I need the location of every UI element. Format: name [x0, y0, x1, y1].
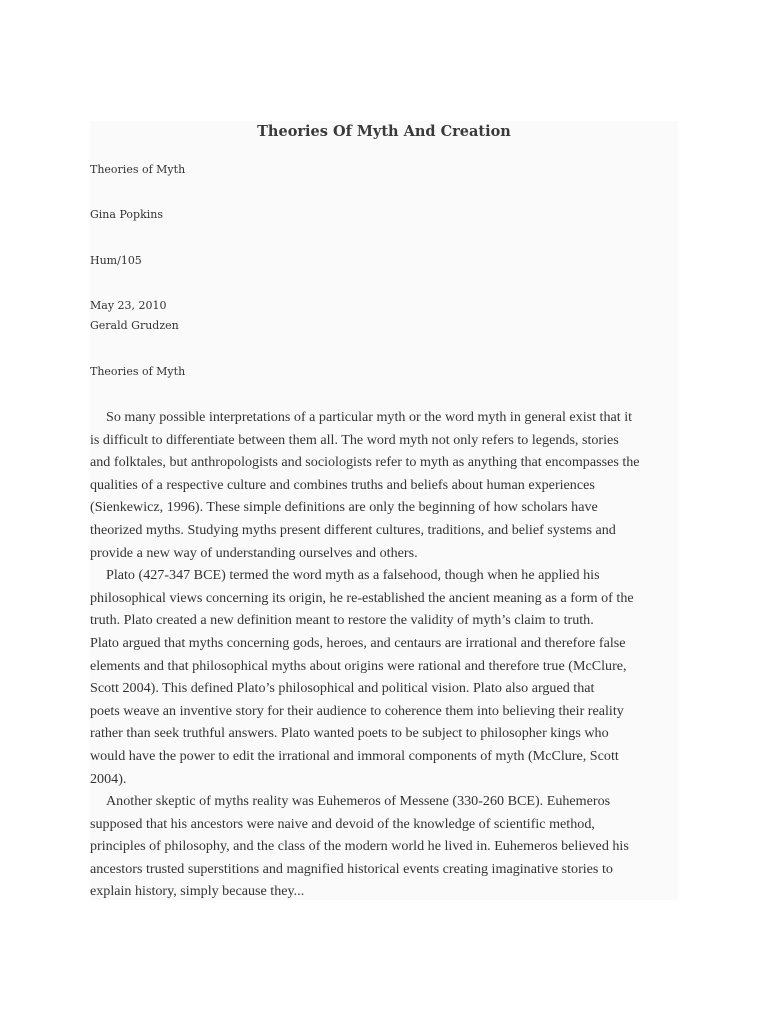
body-line: rather than seek truthful answers. Plato wanted poets to be subject to philosopher kings who — [90, 725, 609, 742]
body-line: So many possible interpretations of a particular myth or the word myth in general exist that it — [106, 409, 633, 425]
body-line: 2004). — [90, 770, 127, 787]
essay-body — [90, 406, 678, 903]
header-course-code: Hum/105 — [90, 254, 142, 267]
body-line: and folktales, but anthropologists and sociologists refer to myth as anything that encompasses the — [90, 454, 640, 471]
header-author: Gina Popkins — [90, 208, 163, 221]
body-line: ancestors trusted superstitions and magnified historical events creating imaginative stories to — [90, 860, 613, 877]
body-line: truth. Plato created a new definition meant to restore the validity of myth’s claim to truth. — [90, 612, 594, 629]
body-line: philosophical views concerning its origin, he re-established the ancient meaning as a form of the — [90, 589, 634, 606]
body-line: qualities of a respective culture and combines truths and beliefs about human experiences — [90, 476, 595, 493]
header-essay-heading: Theories of Myth — [90, 365, 186, 378]
document-title: Theories Of Myth And Creation — [257, 123, 511, 140]
header-instructor: Gerald Grudzen — [90, 319, 179, 332]
body-line: provide a new way of understanding ourselves and others. — [90, 544, 418, 561]
header-course-title: Theories of Myth — [90, 163, 186, 176]
body-line: Another skeptic of myths reality was Euhemeros of Messene (330-260 BCE). Euhemeros — [106, 793, 611, 810]
body-line: explain history, simply because they... — [90, 883, 305, 900]
header-date: May 23, 2010 — [90, 299, 167, 312]
body-line: Plato argued that myths concerning gods, heroes, and centaurs are irrational and therefore false — [90, 634, 626, 651]
body-line: theorized myths. Studying myths present different cultures, traditions, and belief systems and — [90, 521, 616, 538]
body-line: supposed that his ancestors were naive and devoid of the knowledge of scientific method, — [90, 815, 595, 832]
body-line: is difficult to differentiate between them all. The word myth not only refers to legends, stories — [90, 431, 619, 448]
body-line: (Sienkewicz, 1996). These simple definitions are only the beginning of how scholars have — [90, 499, 598, 516]
body-line: would have the power to edit the irrational and immoral components of myth (McClure, Scott — [90, 747, 619, 764]
document-page — [90, 121, 678, 900]
body-line: poets weave an inventive story for their audience to coherence them into believing their reality — [90, 702, 624, 719]
body-line: Scott 2004). This defined Plato’s philosophical and political vision. Plato also argued that — [90, 680, 595, 697]
body-line: elements and that philosophical myths about origins were rational and therefore true (McClure, — [90, 657, 627, 674]
body-line: principles of philosophy, and the class of the modern world he lived in. Euhemeros believed his — [90, 838, 629, 855]
body-line: Plato (427-347 BCE) termed the word myth as a falsehood, though when he applied his — [106, 567, 600, 584]
